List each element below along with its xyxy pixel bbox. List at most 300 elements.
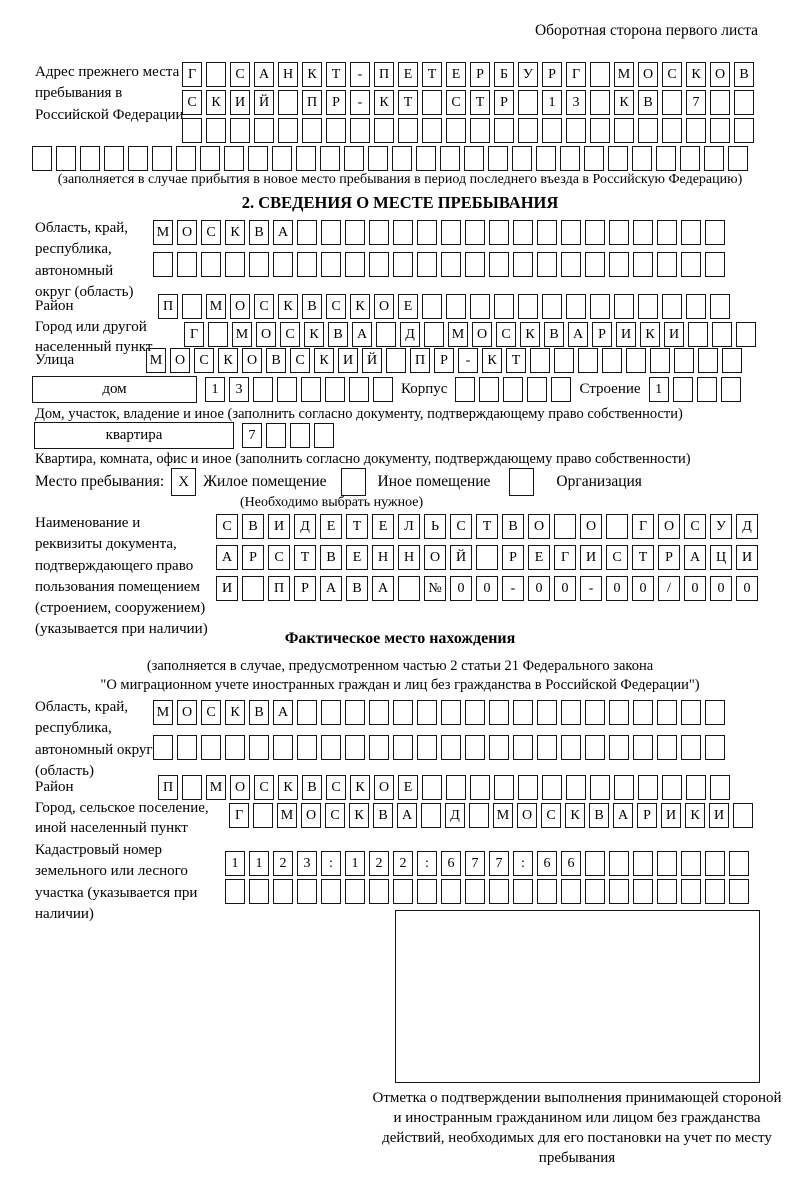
char-cell <box>253 377 273 402</box>
char-cell: А <box>320 576 342 601</box>
char-cell <box>479 377 499 402</box>
char-cell <box>638 118 658 143</box>
korpus-cells <box>455 377 571 402</box>
char-cell: Н <box>372 545 394 570</box>
char-cell <box>633 700 653 725</box>
char-cell: 1 <box>345 851 365 876</box>
char-cell: В <box>328 322 348 347</box>
char-cell: С <box>684 514 706 539</box>
char-cell: А <box>273 220 293 245</box>
char-cell <box>422 294 442 319</box>
char-cell <box>674 348 694 373</box>
stay-type-note: (Необходимо выбрать нужное) <box>240 495 424 510</box>
char-cell: С <box>216 514 238 539</box>
char-cell <box>369 735 389 760</box>
char-cell: С <box>280 322 300 347</box>
prev-address-row-2 <box>182 90 754 115</box>
street-label: Улица <box>35 352 75 368</box>
char-cell <box>393 252 413 277</box>
region-row-2 <box>153 252 725 277</box>
char-cell <box>697 377 717 402</box>
char-cell: Т <box>476 514 498 539</box>
char-cell: К <box>614 90 634 115</box>
char-cell: Е <box>398 62 418 87</box>
char-cell <box>733 803 753 828</box>
char-cell <box>513 879 533 904</box>
char-cell <box>296 146 316 171</box>
char-cell <box>609 879 629 904</box>
char-cell: В <box>373 803 393 828</box>
char-cell: О <box>528 514 550 539</box>
char-cell <box>297 252 317 277</box>
char-cell <box>609 735 629 760</box>
char-cell: 7 <box>686 90 706 115</box>
char-cell <box>254 118 274 143</box>
char-cell <box>345 252 365 277</box>
char-cell: В <box>249 220 269 245</box>
char-cell: К <box>685 803 705 828</box>
char-cell: 0 <box>684 576 706 601</box>
char-cell <box>476 545 498 570</box>
char-cell <box>633 220 653 245</box>
stroenie-cells <box>649 377 741 402</box>
char-cell: К <box>206 90 226 115</box>
char-cell <box>182 294 202 319</box>
char-cell <box>633 879 653 904</box>
char-cell: Т <box>632 545 654 570</box>
char-cell: Т <box>506 348 526 373</box>
char-cell: О <box>658 514 680 539</box>
char-cell: Т <box>398 90 418 115</box>
char-cell: В <box>638 90 658 115</box>
char-cell: Е <box>398 294 418 319</box>
char-cell: Г <box>182 62 202 87</box>
char-cell <box>566 118 586 143</box>
char-cell: Е <box>346 545 368 570</box>
char-cell <box>441 700 461 725</box>
char-cell <box>688 322 708 347</box>
char-cell: 0 <box>528 576 550 601</box>
char-cell: Д <box>400 322 420 347</box>
char-cell <box>590 775 610 800</box>
char-cell <box>561 220 581 245</box>
char-cell: П <box>268 576 290 601</box>
char-cell <box>530 348 550 373</box>
char-cell <box>416 146 436 171</box>
char-cell: П <box>158 294 178 319</box>
char-cell: - <box>458 348 478 373</box>
char-cell: И <box>664 322 684 347</box>
cadastral-row-2 <box>225 879 749 904</box>
char-cell <box>681 735 701 760</box>
char-cell: Н <box>278 62 298 87</box>
char-cell: Г <box>184 322 204 347</box>
char-cell: 0 <box>632 576 654 601</box>
char-cell: К <box>374 90 394 115</box>
char-cell: К <box>520 322 540 347</box>
char-cell <box>325 377 345 402</box>
char-cell: С <box>496 322 516 347</box>
char-cell: В <box>302 775 322 800</box>
char-cell: 0 <box>736 576 758 601</box>
char-cell: Р <box>434 348 454 373</box>
char-cell: Й <box>450 545 472 570</box>
char-cell <box>705 879 725 904</box>
char-cell <box>554 348 574 373</box>
char-cell <box>446 775 466 800</box>
char-cell: А <box>273 700 293 725</box>
char-cell <box>585 735 605 760</box>
char-cell <box>422 118 442 143</box>
city-row <box>184 322 756 347</box>
char-cell: 6 <box>537 851 557 876</box>
stay-type-label: Место пребывания: <box>35 473 165 490</box>
char-cell <box>626 348 646 373</box>
char-cell <box>729 851 749 876</box>
char-cell: Т <box>470 90 490 115</box>
char-cell <box>536 146 556 171</box>
char-cell: С <box>201 220 221 245</box>
char-cell <box>393 220 413 245</box>
char-cell <box>710 90 730 115</box>
char-cell: И <box>736 545 758 570</box>
char-cell: К <box>349 803 369 828</box>
char-cell <box>470 775 490 800</box>
char-cell <box>736 322 756 347</box>
char-cell <box>590 62 610 87</box>
char-cell: 2 <box>393 851 413 876</box>
char-cell: 1 <box>225 851 245 876</box>
char-cell <box>249 735 269 760</box>
char-cell <box>518 775 538 800</box>
char-cell <box>705 700 725 725</box>
char-cell: В <box>544 322 564 347</box>
char-cell <box>177 735 197 760</box>
char-cell <box>417 700 437 725</box>
char-cell: С <box>201 700 221 725</box>
char-cell <box>393 700 413 725</box>
char-cell <box>657 220 677 245</box>
char-cell <box>722 348 742 373</box>
char-cell <box>393 735 413 760</box>
char-cell: М <box>232 322 252 347</box>
char-cell <box>662 294 682 319</box>
district-row <box>158 294 730 319</box>
char-cell <box>417 735 437 760</box>
char-cell <box>542 294 562 319</box>
char-cell <box>729 879 749 904</box>
char-cell <box>657 851 677 876</box>
actual-location-note-2: "О миграционном учете иностранных граждан и лиц без гражданства в Российской Федерации") <box>100 677 700 693</box>
char-cell: В <box>302 294 322 319</box>
char-cell <box>302 118 322 143</box>
char-cell <box>345 879 365 904</box>
char-cell <box>253 803 273 828</box>
char-cell: П <box>158 775 178 800</box>
char-cell <box>297 879 317 904</box>
char-cell <box>681 700 701 725</box>
char-cell: Д <box>294 514 316 539</box>
char-cell: 0 <box>554 576 576 601</box>
al-district-row <box>158 775 730 800</box>
char-cell <box>503 377 523 402</box>
al-region-label: Область, край, республика, автономный округ (область) <box>35 699 153 779</box>
char-cell <box>710 294 730 319</box>
char-cell <box>272 146 292 171</box>
doc-row-1 <box>216 514 758 539</box>
house-row <box>32 376 741 403</box>
char-cell: К <box>278 294 298 319</box>
char-cell: А <box>613 803 633 828</box>
char-cell: Р <box>502 545 524 570</box>
char-cell <box>585 220 605 245</box>
char-cell <box>542 118 562 143</box>
char-cell <box>566 294 586 319</box>
char-cell <box>441 879 461 904</box>
char-cell <box>417 879 437 904</box>
prev-address-row-1 <box>182 62 754 87</box>
char-cell: С <box>541 803 561 828</box>
char-cell: Г <box>229 803 249 828</box>
char-cell: 7 <box>489 851 509 876</box>
char-cell <box>208 322 228 347</box>
char-cell <box>609 700 629 725</box>
char-cell: А <box>684 545 706 570</box>
char-cell <box>633 252 653 277</box>
char-cell <box>465 252 485 277</box>
char-cell <box>369 252 389 277</box>
char-cell <box>225 252 245 277</box>
char-cell <box>278 90 298 115</box>
char-cell: К <box>314 348 334 373</box>
char-cell <box>734 90 754 115</box>
char-cell: Р <box>470 62 490 87</box>
char-cell: С <box>326 775 346 800</box>
char-cell <box>638 294 658 319</box>
house-box-label: дом <box>32 376 197 403</box>
char-cell: И <box>338 348 358 373</box>
char-cell: К <box>225 220 245 245</box>
street-row <box>146 348 742 373</box>
char-cell <box>657 700 677 725</box>
char-cell <box>494 118 514 143</box>
char-cell: 3 <box>566 90 586 115</box>
char-cell <box>373 377 393 402</box>
char-cell <box>376 322 396 347</box>
char-cell: О <box>177 220 197 245</box>
char-cell: Л <box>398 514 420 539</box>
char-cell: Ц <box>710 545 732 570</box>
char-cell: А <box>254 62 274 87</box>
char-cell <box>446 118 466 143</box>
char-cell: М <box>146 348 166 373</box>
char-cell <box>590 90 610 115</box>
char-cell <box>224 146 244 171</box>
char-cell <box>633 851 653 876</box>
cadastral-label: Кадастровый номер земельного или лесного участка (указывается при наличии) <box>35 842 198 922</box>
char-cell <box>424 322 444 347</box>
char-cell: Д <box>445 803 465 828</box>
char-cell <box>465 879 485 904</box>
char-cell <box>494 775 514 800</box>
char-cell <box>554 514 576 539</box>
char-cell <box>734 118 754 143</box>
char-cell <box>681 252 701 277</box>
char-cell <box>633 735 653 760</box>
char-cell <box>561 700 581 725</box>
char-cell <box>513 735 533 760</box>
char-cell <box>56 146 76 171</box>
char-cell <box>609 220 629 245</box>
char-cell: А <box>216 545 238 570</box>
char-cell: Е <box>528 545 550 570</box>
char-cell: 1 <box>649 377 669 402</box>
char-cell: О <box>580 514 602 539</box>
house-note: Дом, участок, владение и иное (заполнить согласно документу, подтверждающему право собственности) <box>35 406 683 422</box>
char-cell <box>441 735 461 760</box>
char-cell <box>344 146 364 171</box>
char-cell: В <box>734 62 754 87</box>
char-cell <box>632 146 652 171</box>
char-cell <box>177 252 197 277</box>
char-cell <box>369 879 389 904</box>
char-cell: Р <box>658 545 680 570</box>
char-cell <box>153 252 173 277</box>
char-cell <box>606 514 628 539</box>
char-cell <box>602 348 622 373</box>
char-cell: О <box>230 775 250 800</box>
stay-type-row <box>35 468 642 496</box>
char-cell: М <box>153 220 173 245</box>
char-cell: Е <box>320 514 342 539</box>
char-cell <box>470 294 490 319</box>
prev-address-row-3 <box>182 118 754 143</box>
char-cell <box>273 252 293 277</box>
char-cell: Т <box>326 62 346 87</box>
char-cell: 1 <box>205 377 225 402</box>
char-cell: М <box>614 62 634 87</box>
char-cell <box>374 118 394 143</box>
char-cell: В <box>242 514 264 539</box>
char-cell <box>705 252 725 277</box>
char-cell: А <box>568 322 588 347</box>
char-cell: С <box>326 294 346 319</box>
char-cell <box>585 252 605 277</box>
char-cell <box>686 294 706 319</box>
char-cell <box>638 775 658 800</box>
char-cell <box>345 220 365 245</box>
char-cell <box>80 146 100 171</box>
char-cell: Р <box>494 90 514 115</box>
char-cell: О <box>177 700 197 725</box>
char-cell <box>561 735 581 760</box>
char-cell: О <box>230 294 250 319</box>
char-cell <box>273 735 293 760</box>
char-cell <box>537 700 557 725</box>
char-cell: У <box>518 62 538 87</box>
char-cell <box>705 220 725 245</box>
char-cell <box>349 377 369 402</box>
char-cell <box>704 146 724 171</box>
char-cell: О <box>472 322 492 347</box>
char-cell <box>608 146 628 171</box>
char-cell <box>561 879 581 904</box>
char-cell: : <box>417 851 437 876</box>
char-cell <box>513 700 533 725</box>
char-cell <box>182 118 202 143</box>
char-cell: Й <box>362 348 382 373</box>
char-cell <box>417 220 437 245</box>
char-cell: А <box>352 322 372 347</box>
char-cell: В <box>502 514 524 539</box>
char-cell: С <box>254 775 274 800</box>
char-cell <box>686 118 706 143</box>
char-cell <box>513 252 533 277</box>
char-cell: 0 <box>450 576 472 601</box>
char-cell <box>489 879 509 904</box>
char-cell: Б <box>494 62 514 87</box>
cadastral-row-1 <box>225 851 749 876</box>
char-cell <box>441 220 461 245</box>
char-cell <box>512 146 532 171</box>
char-cell <box>561 252 581 277</box>
char-cell: Г <box>554 545 576 570</box>
char-cell <box>297 700 317 725</box>
char-cell <box>609 851 629 876</box>
char-cell: В <box>266 348 286 373</box>
char-cell <box>249 252 269 277</box>
char-cell: Е <box>446 62 466 87</box>
al-district-label: Район <box>35 779 74 795</box>
char-cell: И <box>216 576 238 601</box>
korpus-label: Корпус <box>401 380 448 397</box>
char-cell <box>386 348 406 373</box>
char-cell: С <box>194 348 214 373</box>
char-cell <box>201 252 221 277</box>
char-cell: 7 <box>242 423 262 448</box>
char-cell <box>662 775 682 800</box>
char-cell <box>710 775 730 800</box>
char-cell <box>513 220 533 245</box>
al-region-row-1 <box>153 700 725 725</box>
char-cell <box>705 735 725 760</box>
char-cell <box>518 294 538 319</box>
char-cell <box>128 146 148 171</box>
char-cell <box>422 90 442 115</box>
char-cell <box>614 294 634 319</box>
char-cell <box>537 220 557 245</box>
char-cell: - <box>502 576 524 601</box>
char-cell: О <box>242 348 262 373</box>
char-cell <box>584 146 604 171</box>
al-city-row <box>229 803 753 828</box>
char-cell: - <box>350 90 370 115</box>
char-cell <box>465 735 485 760</box>
char-cell: О <box>374 294 394 319</box>
char-cell <box>278 118 298 143</box>
char-cell <box>686 775 706 800</box>
prev-address-label: Адрес прежнего места пребывания в Российской Федерации <box>35 64 184 123</box>
char-cell <box>465 220 485 245</box>
stay-type-checkbox-residential: X <box>171 468 196 496</box>
char-cell <box>585 879 605 904</box>
char-cell <box>464 146 484 171</box>
char-cell <box>488 146 508 171</box>
char-cell <box>321 735 341 760</box>
char-cell: С <box>254 294 274 319</box>
stamp-box-caption: Отметка о подтверждении выполнения принимающей стороной и иностранным гражданином или лицом без гражданства действий, необходимых для его постановки на учет по месту пребывания <box>372 1090 782 1166</box>
char-cell: М <box>206 775 226 800</box>
